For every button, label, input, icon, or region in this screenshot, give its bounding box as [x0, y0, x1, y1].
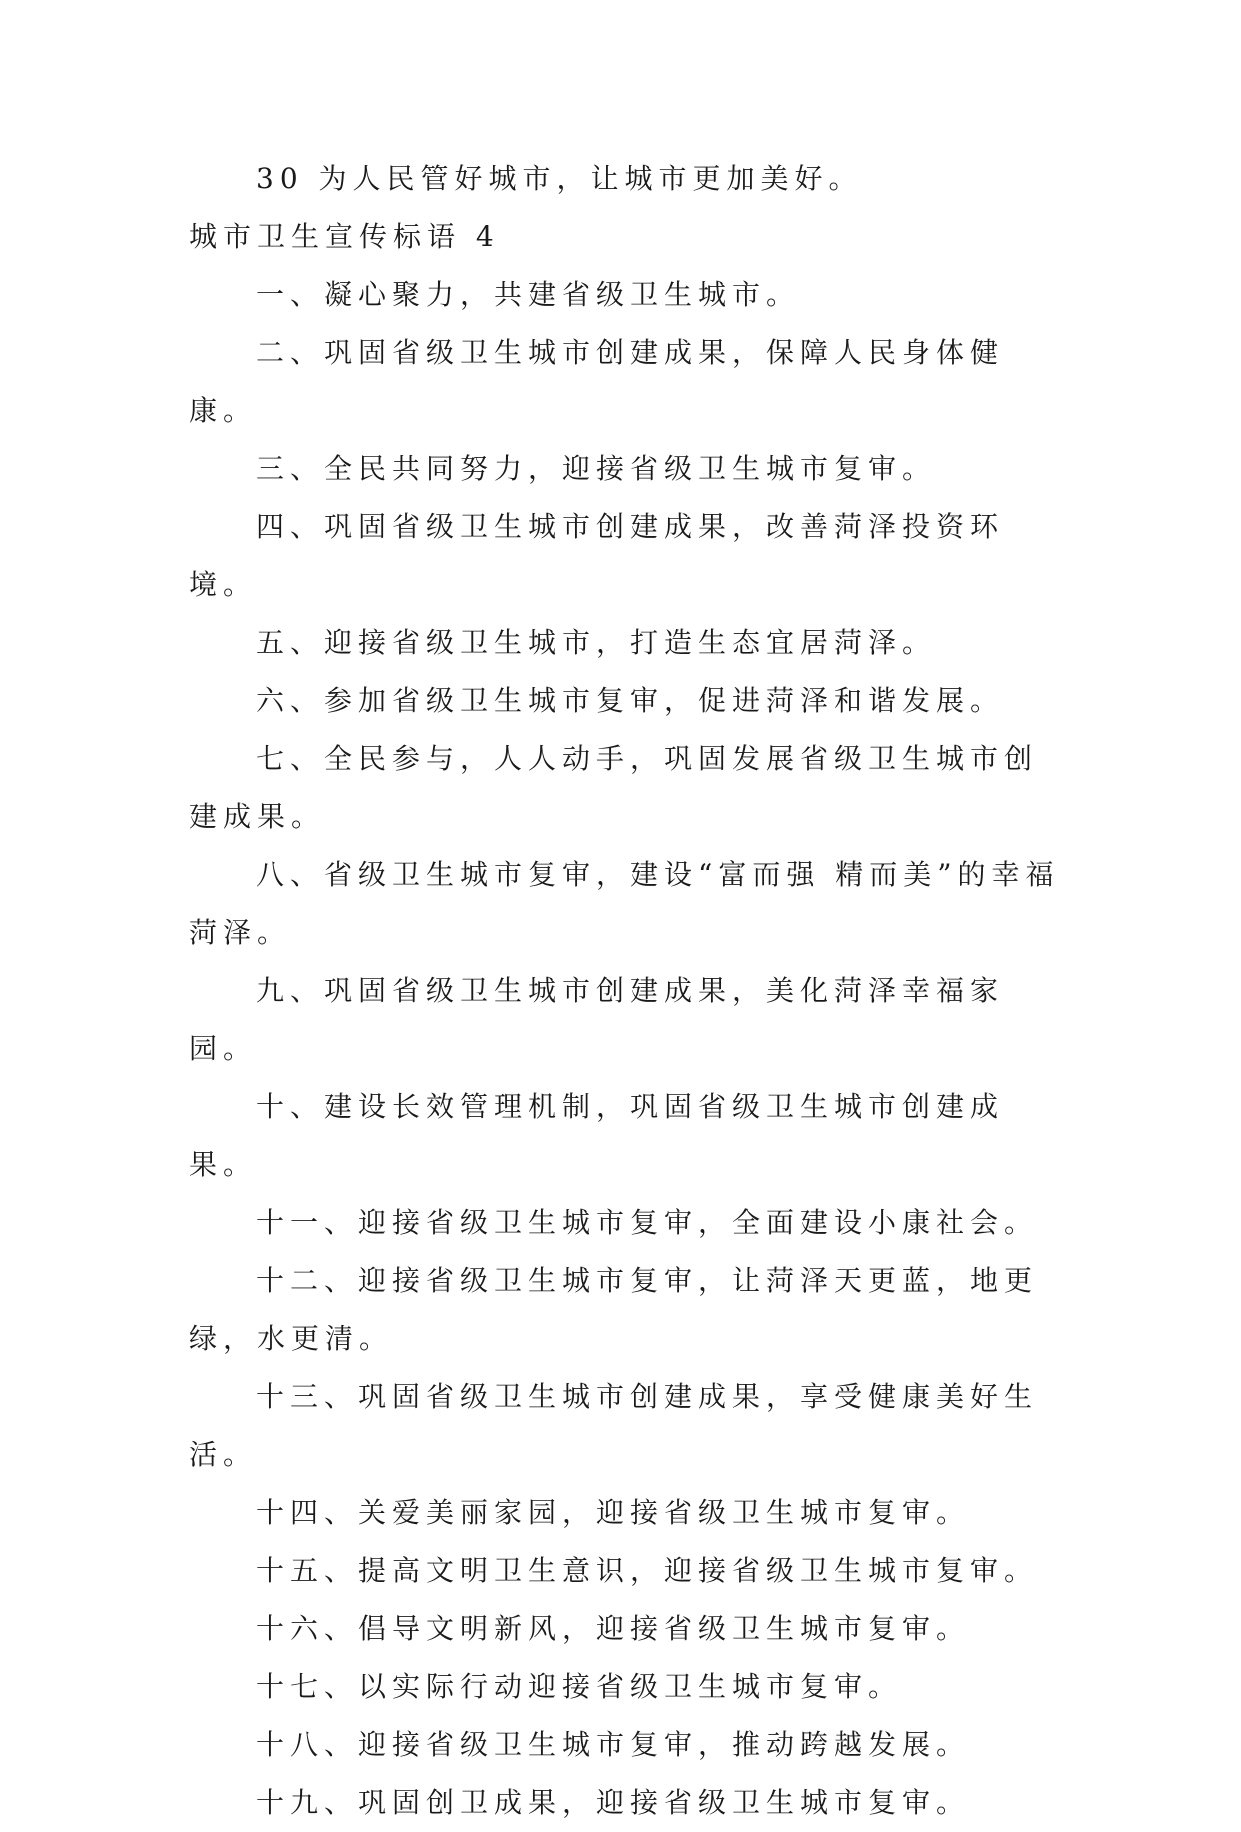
section-heading: 城市卫生宣传标语 4 — [189, 220, 500, 253]
slogan-item: 四、巩固省级卫生城市创建成果，改善菏泽投资环境。 — [189, 510, 1005, 601]
slogan-item: 一、凝心聚力，共建省级卫生城市。 — [256, 278, 801, 311]
slogan-item: 十三、巩固省级卫生城市创建成果，享受健康美好生活。 — [189, 1380, 1039, 1471]
slogan-item: 十七、以实际行动迎接省级卫生城市复审。 — [256, 1670, 903, 1703]
slogan-item: 三、全民共同努力，迎接省级卫生城市复审。 — [256, 452, 937, 485]
slogan-item: 十四、关爱美丽家园，迎接省级卫生城市复审。 — [256, 1496, 971, 1529]
slogan-item: 十六、倡导文明新风，迎接省级卫生城市复审。 — [256, 1612, 971, 1645]
slogan-item: 十八、迎接省级卫生城市复审，推动跨越发展。 — [256, 1728, 971, 1761]
slogan-item: 八、省级卫生城市复审，建设“富而强 精而美”的幸福菏泽。 — [189, 858, 1060, 949]
slogan-item: 十、建设长效管理机制，巩固省级卫生城市创建成果。 — [189, 1090, 1005, 1181]
slogan-item: 十五、提高文明卫生意识，迎接省级卫生城市复审。 — [256, 1554, 1039, 1587]
slogan-item: 五、迎接省级卫生城市，打造生态宜居菏泽。 — [256, 626, 937, 659]
slogan-item: 十一、迎接省级卫生城市复审，全面建设小康社会。 — [256, 1206, 1039, 1239]
slogan-item: 十九、巩固创卫成果，迎接省级卫生城市复审。 — [256, 1786, 971, 1819]
slogan-item: 六、参加省级卫生城市复审，促进菏泽和谐发展。 — [256, 684, 1005, 717]
paragraph-line-30: 30 为人民管好城市，让城市更加美好。 — [256, 162, 863, 195]
slogan-item: 二、巩固省级卫生城市创建成果，保障人民身体健康。 — [189, 336, 1005, 427]
slogan-item: 七、全民参与，人人动手，巩固发展省级卫生城市创建成果。 — [189, 742, 1039, 833]
slogan-item: 十二、迎接省级卫生城市复审，让菏泽天更蓝，地更绿，水更清。 — [189, 1264, 1039, 1355]
slogan-item: 九、巩固省级卫生城市创建成果，美化菏泽幸福家园。 — [189, 974, 1005, 1065]
document-body — [189, 150, 1069, 1832]
